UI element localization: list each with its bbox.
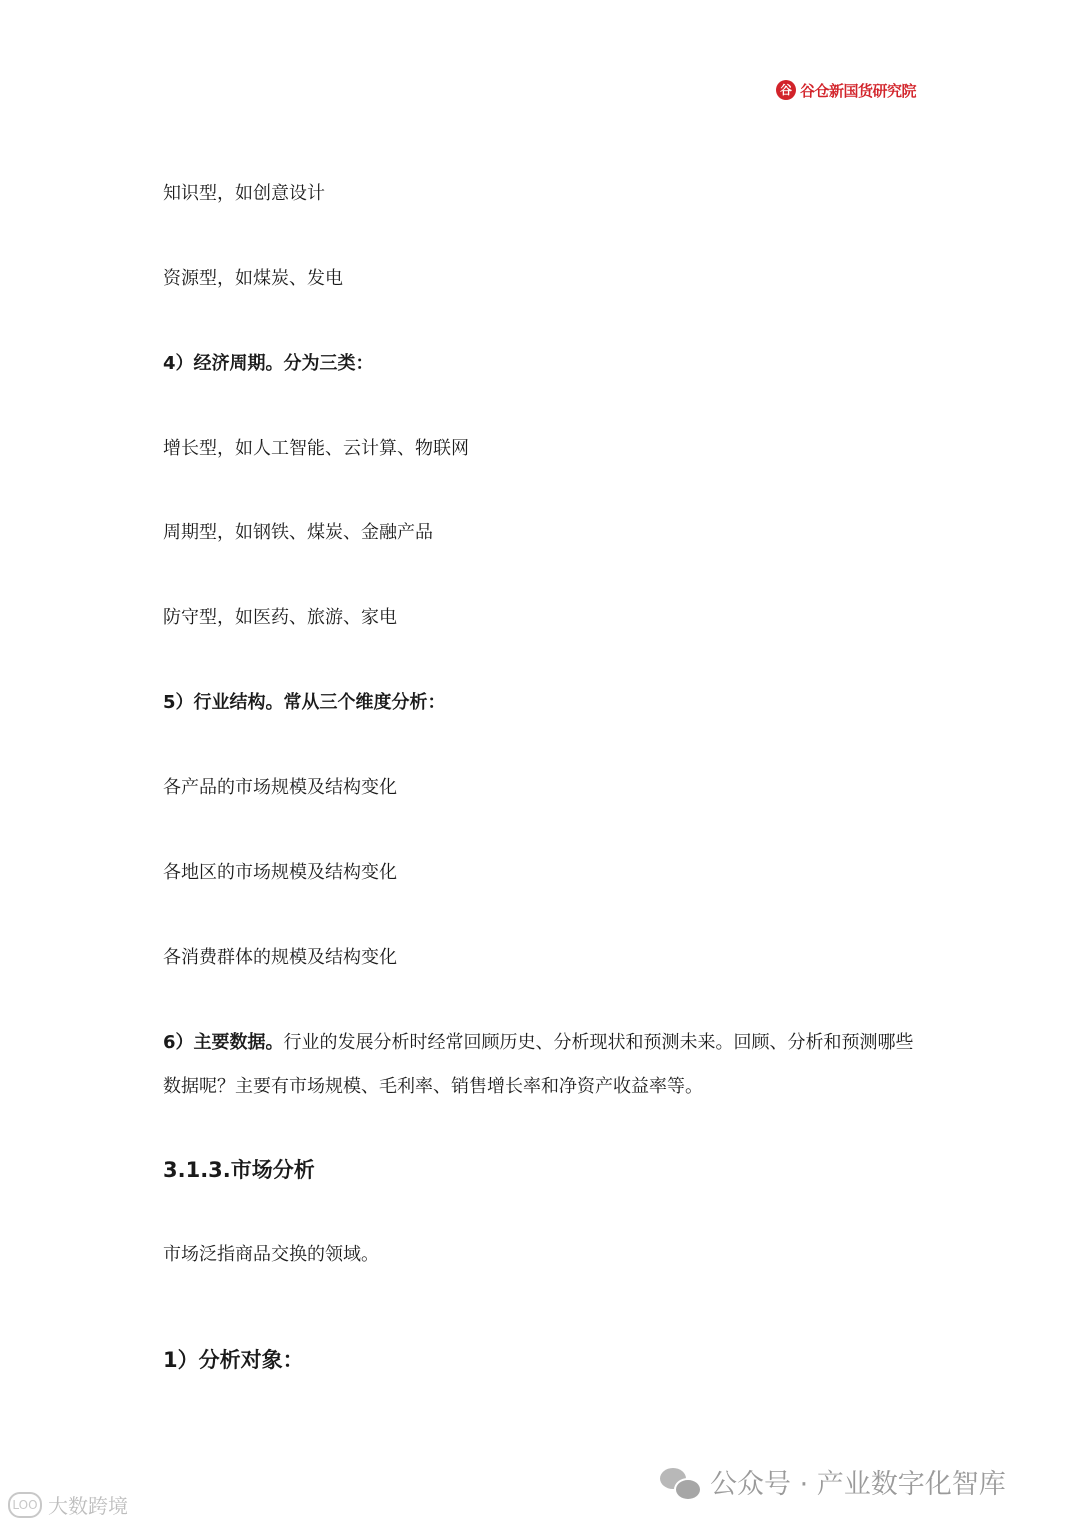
subheading-analysis-object: 1）分析对象： — [163, 1348, 304, 1372]
watermark-left-text: 大数跨境 — [48, 1494, 128, 1518]
heading-industry-structure: 5）行业结构。常从三个维度分析： — [163, 692, 446, 713]
section-heading-market-analysis: 3.1.3.市场分析 — [163, 1158, 315, 1182]
paragraph-product-structure: 各产品的市场规模及结构变化 — [163, 777, 397, 798]
brand-logo-icon: 谷 — [776, 80, 796, 100]
brand-logo-text: 谷仓新国货研究院 — [800, 81, 917, 100]
heading-economic-cycle: 4）经济周期。分为三类： — [163, 353, 374, 374]
wechat-icon — [660, 1466, 700, 1498]
watermark-right-text: 公众号 · 产业数字化智库 — [710, 1469, 1006, 1500]
paragraph-cyclical-type: 周期型，如钢铁、煤炭、金融产品 — [163, 522, 433, 543]
paragraph-growth-type: 增长型，如人工智能、云计算、物联网 — [163, 438, 469, 459]
brand-logo — [776, 78, 916, 102]
paragraph-knowledge-type: 知识型，如创意设计 — [163, 183, 325, 204]
watermark-left — [8, 1490, 128, 1519]
paragraph-resource-type: 资源型，如煤炭、发电 — [163, 268, 343, 289]
paragraph-market-definition: 市场泛指商品交换的领域。 — [163, 1244, 379, 1265]
main-data-label: 6）主要数据。 — [163, 1032, 284, 1053]
watermark-logo-icon: LOO — [8, 1492, 42, 1518]
main-data-text: 行业的发展分析时经常回顾历史、分析现状和预测未来。回顾、分析和预测哪些数据呢？主要有市场规模、毛利率、销售增长率和净资产收益率等。 — [163, 1032, 914, 1097]
paragraph-defensive-type: 防守型，如医药、旅游、家电 — [163, 607, 397, 628]
paragraph-consumer-structure: 各消费群体的规模及结构变化 — [163, 947, 397, 968]
paragraph-region-structure: 各地区的市场规模及结构变化 — [163, 862, 397, 883]
watermark-right — [660, 1462, 1006, 1501]
paragraph-main-data — [163, 1021, 923, 1109]
